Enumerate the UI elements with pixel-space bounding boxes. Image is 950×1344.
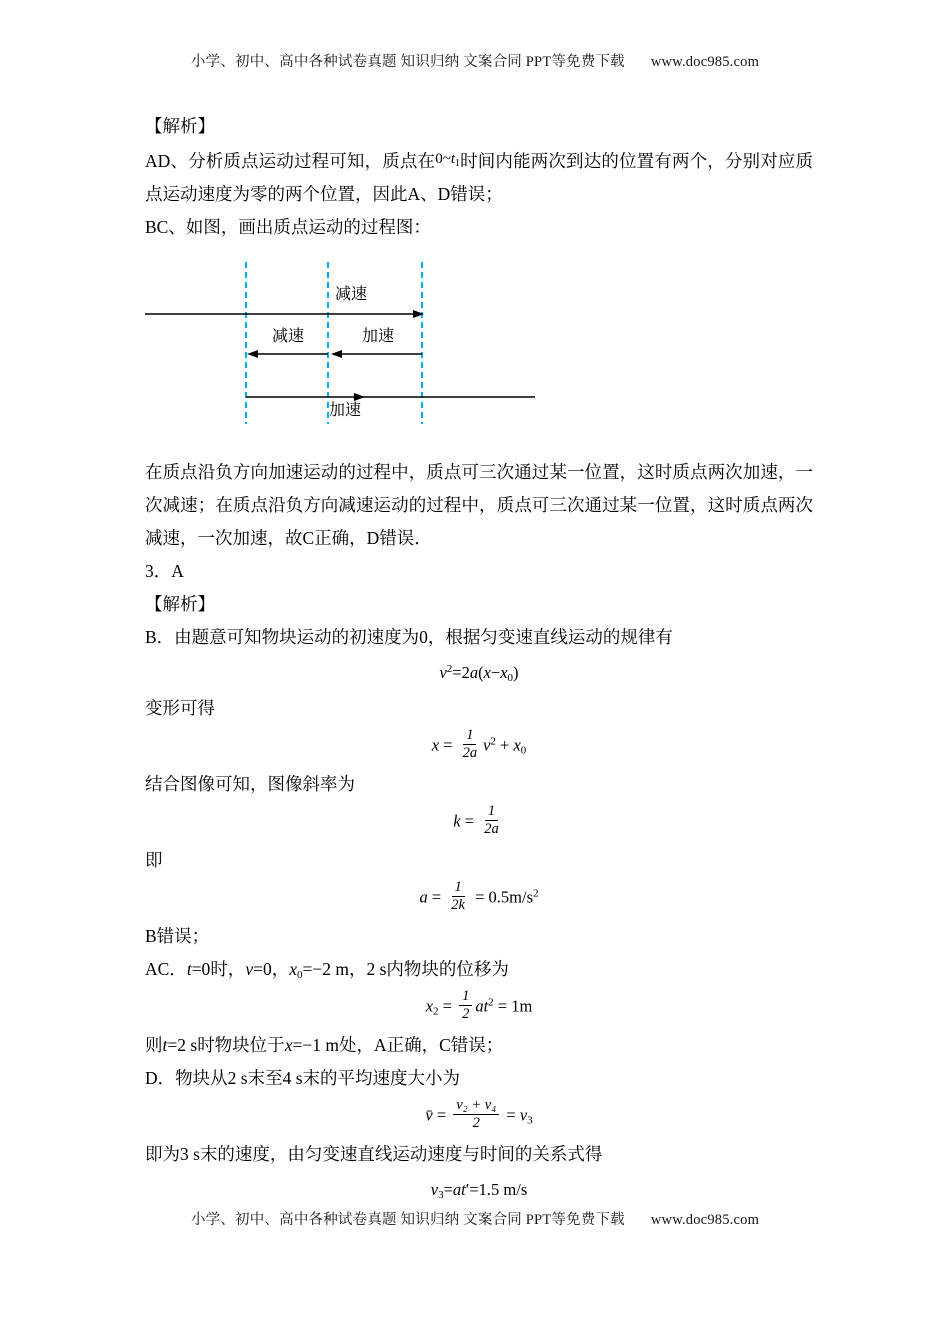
formula-average-velocity: v̄ = $\frac{\text{v₂ + v₄}}{2}$ = $v_3$ xyxy=(425,1097,533,1131)
paragraph-ad-analysis: AD、分析质点运动过程可知，质点在$0\sim t_1$时间内能两次到达的位置有两个，分别对应质点运动速度为零的两个位置，因此A、D错误； xyxy=(145,151,813,204)
header-text: 小学、初中、高中各种试卷真题 知识归纳 文案合同 PPT等免费下载 xyxy=(190,54,625,70)
motion-process-diagram xyxy=(145,254,565,432)
bottom-arrowhead-right xyxy=(354,393,365,401)
page-header xyxy=(0,50,950,71)
analysis-label-1: 【解析】 xyxy=(145,116,215,136)
formula-displacement: $x_2$ = $\frac{1}{2}$ $at^2 = 1m$ xyxy=(425,988,533,1022)
paragraph-option-ac: AC．t=0时，v=0，$x_0=-2$ m，2 s内物块的位移为 xyxy=(145,959,509,981)
footer-text: 小学、初中、高中各种试卷真题 知识归纳 文案合同 PPT等免费下载 xyxy=(190,1212,625,1228)
analysis-label-2: 【解析】 xyxy=(145,594,215,614)
label-accelerate-bottom: 加速 xyxy=(329,402,362,419)
solution-content xyxy=(145,110,813,1209)
paragraph-option-d: D．物块从2 s末至4 s末的平均速度大小为 xyxy=(145,1068,461,1088)
paragraph-option-b: B．由题意可知物块运动的初速度为0，根据匀变速直线运动的规律有 xyxy=(145,627,673,647)
question-3-answer: 3．A xyxy=(145,561,184,581)
label-decelerate-mid: 减速 xyxy=(272,328,305,345)
paragraph-position-result: 则t=2 s时物块位于x=−1 m处，A正确，C错误； xyxy=(145,1035,504,1055)
paragraph-slope-intro: 结合图像可知，图像斜率为 xyxy=(145,774,355,794)
paragraph-b-wrong: B错误； xyxy=(145,926,210,946)
paragraph-transform: 变形可得 xyxy=(145,698,215,718)
formula-v3: $v_3=at'=1.5$ m/s xyxy=(430,1180,528,1201)
label-decelerate-top: 减速 xyxy=(335,286,368,303)
paragraph-namely: 即 xyxy=(145,850,163,870)
formula-velocity-squared: $v^2=2a(x-x_0)$ xyxy=(439,663,519,684)
formula-x-expression: x = $\frac{1}{2a}$ $v^2 + x_0$ xyxy=(431,727,527,761)
paragraph-conclusion-bc: 在质点沿负方向加速运动的过程中，质点可三次通过某一位置，这时质点两次加速，一次减速；在质点沿负方向减速运动的过程中，质点可三次通过某一位置，这时质点两次减速，一次加速，故C正确，D错误． xyxy=(145,462,813,548)
header-url[interactable]: www.doc985.com xyxy=(650,54,760,70)
paragraph-bc-intro: BC、如图，画出质点运动的过程图： xyxy=(145,217,431,237)
formula-slope: k = $\frac{1}{2a}$ xyxy=(453,803,499,837)
label-accelerate-mid: 加速 xyxy=(362,328,395,345)
page-footer xyxy=(0,1208,950,1229)
mid-right-arrowhead xyxy=(331,350,342,358)
footer-url[interactable]: www.doc985.com xyxy=(650,1212,760,1228)
mid-left-arrowhead xyxy=(247,350,258,358)
paragraph-relation: 即为3 s末的速度，由匀变速直线运动速度与时间的关系式得 xyxy=(145,1144,603,1164)
formula-acceleration: a = $\frac{1}{2k}$ = $0.5m/s^2$ xyxy=(419,879,539,913)
